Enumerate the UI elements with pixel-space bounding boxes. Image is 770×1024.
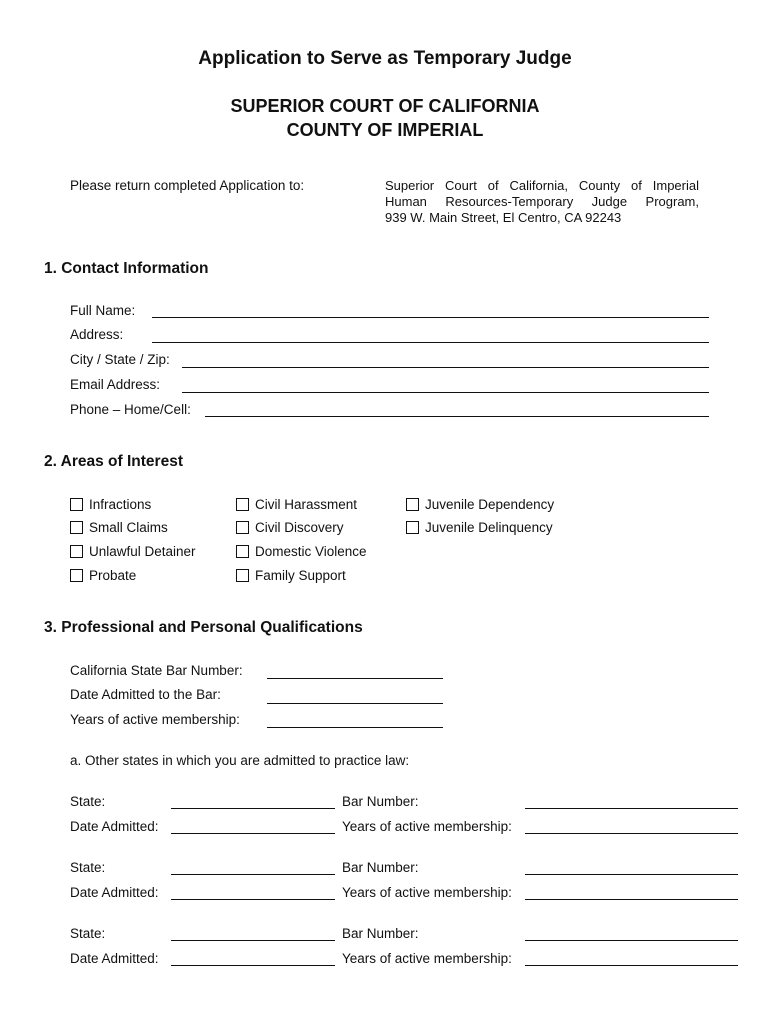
state-bar-number-field[interactable] [525,940,738,941]
infractions-checkbox[interactable] [70,498,83,511]
address-line: 939 W. Main Street, El Centro, CA 92243 [385,210,622,225]
civil-discovery-checkbox[interactable] [236,521,249,534]
years-active-label: Years of active membership: [342,885,512,900]
years-membership-label: Years of active membership: [70,712,240,727]
civil-discovery-label: Civil Discovery [255,520,344,535]
city-state-zip-field[interactable] [182,367,709,368]
years-active-field[interactable] [525,833,738,834]
years-active-label: Years of active membership: [342,951,512,966]
domestic-violence-checkbox[interactable] [236,545,249,558]
date-admitted-bar-label: Date Admitted to the Bar: [70,687,221,702]
state-label: State: [70,926,106,941]
family-support-checkbox[interactable] [236,569,249,582]
phone-label: Phone – Home/Cell: [70,402,191,417]
small-claims-label: Small Claims [89,520,168,535]
full-name-label: Full Name: [70,303,136,318]
date-admitted-label: Date Admitted: [70,951,159,966]
juvenile-delinquency-label: Juvenile Delinquency [425,520,553,535]
unlawful-detainer-label: Unlawful Detainer [89,544,196,559]
date-admitted-field[interactable] [171,965,335,966]
years-active-label: Years of active membership: [342,819,512,834]
probate-checkbox[interactable] [70,569,83,582]
unlawful-detainer-checkbox[interactable] [70,545,83,558]
state-label: State: [70,860,106,875]
address-label: Address: [70,327,124,342]
civil-harassment-checkbox[interactable] [236,498,249,511]
email-label: Email Address: [70,377,161,392]
bar-number-label: California State Bar Number: [70,663,243,678]
return-address [385,178,699,226]
section-qualifications-heading: 3. Professional and Personal Qualifications [44,619,363,636]
civil-harassment-label: Civil Harassment [255,497,358,512]
small-claims-checkbox[interactable] [70,521,83,534]
juvenile-dependency-checkbox[interactable] [406,498,419,511]
probate-label: Probate [89,568,137,583]
address-field[interactable] [152,342,709,343]
state-bar-number-field[interactable] [525,808,738,809]
other-states-prompt: a. Other states in which you are admitted to practice law: [70,753,410,768]
section-contact-heading: 1. Contact Information [44,260,209,277]
state-bar-number-field[interactable] [525,874,738,875]
state-field[interactable] [171,874,335,875]
city-state-zip-label: City / State / Zip: [70,352,170,367]
juvenile-delinquency-checkbox[interactable] [406,521,419,534]
address-line: Human Resources-Temporary Judge Program, [385,194,699,209]
address-line: Superior Court of California, County of Imperial [385,178,699,193]
state-label: State: [70,794,106,809]
state-field[interactable] [171,808,335,809]
county-name: COUNTY OF IMPERIAL [286,120,484,140]
date-admitted-field[interactable] [171,899,335,900]
court-name: SUPERIOR COURT OF CALIFORNIA [230,96,540,116]
state-field[interactable] [171,940,335,941]
date-admitted-label: Date Admitted: [70,819,159,834]
domestic-violence-label: Domestic Violence [255,544,367,559]
bar-number-label: Bar Number: [342,794,419,809]
family-support-label: Family Support [255,568,346,583]
date-admitted-label: Date Admitted: [70,885,159,900]
email-field[interactable] [182,392,709,393]
infractions-label: Infractions [89,497,152,512]
years-membership-field[interactable] [267,727,443,728]
years-active-field[interactable] [525,899,738,900]
phone-field[interactable] [205,416,709,417]
section-areas-heading: 2. Areas of Interest [44,453,183,470]
date-admitted-field[interactable] [171,833,335,834]
bar-number-label: Bar Number: [342,860,419,875]
return-label: Please return completed Application to: [70,178,305,193]
date-admitted-bar-field[interactable] [267,703,443,704]
full-name-field[interactable] [152,317,709,318]
bar-number-field[interactable] [267,678,443,679]
form-title: Application to Serve as Temporary Judge [198,48,572,69]
bar-number-label: Bar Number: [342,926,419,941]
juvenile-dependency-label: Juvenile Dependency [425,497,555,512]
years-active-field[interactable] [525,965,738,966]
